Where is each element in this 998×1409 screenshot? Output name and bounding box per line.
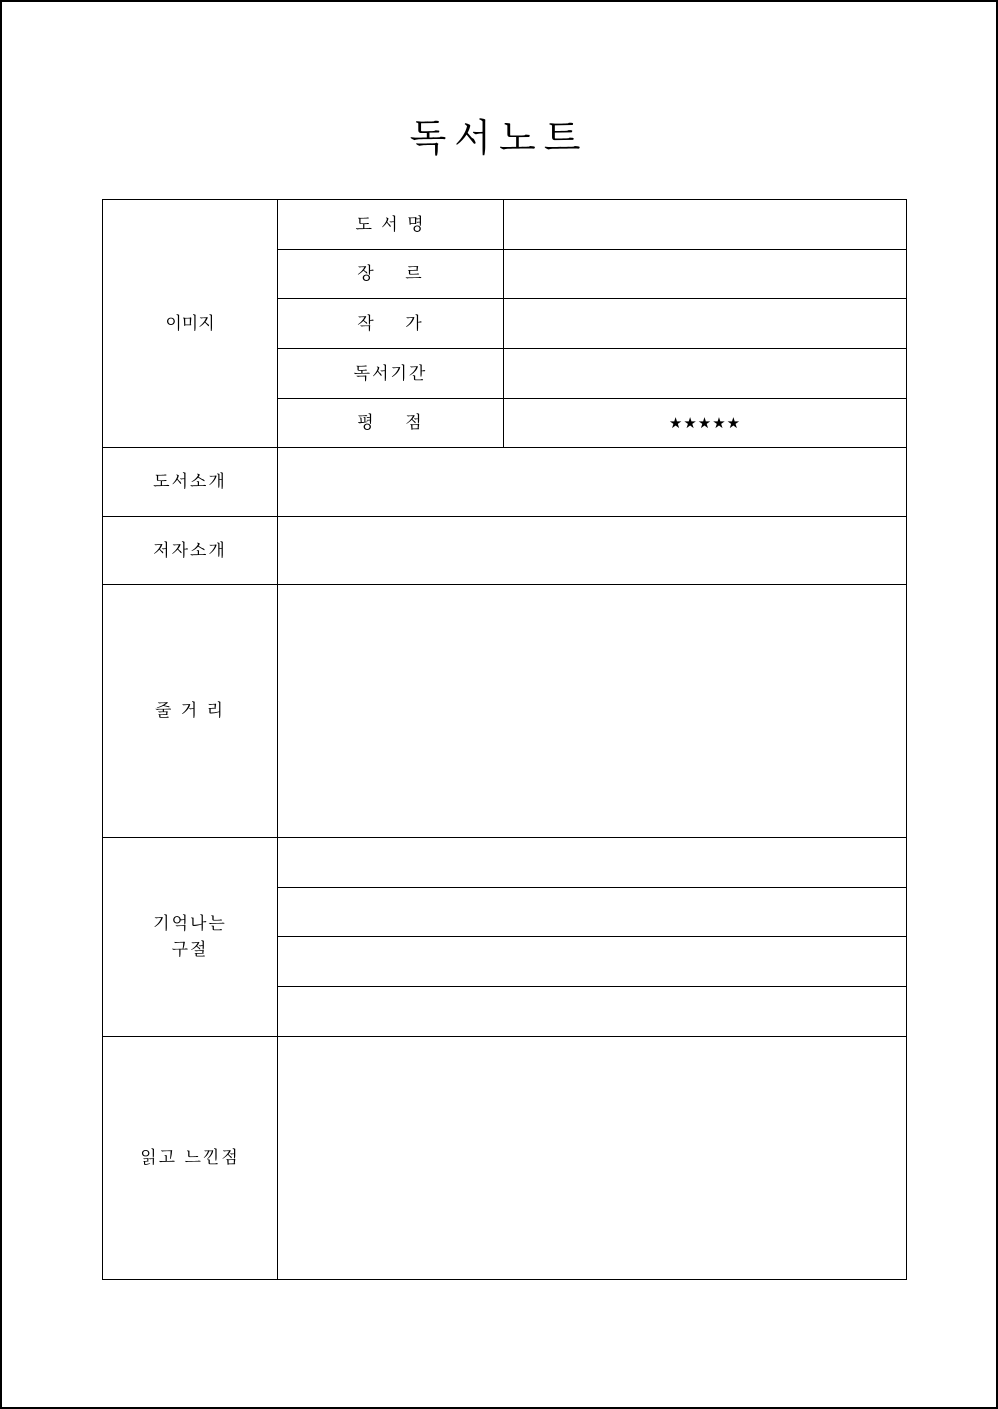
impressions-label-cell: [103, 1037, 278, 1280]
period-label: 독서기간: [353, 363, 428, 384]
period-field[interactable]: [504, 349, 907, 399]
impressions-field[interactable]: [278, 1037, 907, 1280]
author-intro-field[interactable]: [278, 517, 907, 585]
page-title: 독서노트: [409, 116, 589, 160]
book-intro-label-cell: [103, 448, 278, 517]
quotes-label-line2: 구절: [171, 940, 209, 960]
quote-field-2[interactable]: [278, 888, 907, 937]
plot-label-cell: [103, 585, 278, 838]
reading-note-table: [102, 199, 907, 1280]
period-label-cell: [278, 349, 504, 399]
book-title-label-cell: [278, 200, 504, 250]
rating-label: 평 점: [357, 413, 424, 433]
impressions-label: 읽고 느낀점: [140, 1148, 240, 1168]
quote-field-4[interactable]: [278, 987, 907, 1037]
author-label: 작 가: [357, 313, 424, 334]
rating-label-cell: [278, 399, 504, 448]
image-cell[interactable]: [103, 200, 278, 448]
rating-field[interactable]: [504, 399, 907, 448]
quotes-label-line1: 기억나는: [153, 914, 227, 934]
book-intro-label: 도서소개: [153, 472, 227, 492]
image-label: 이미지: [165, 313, 215, 334]
genre-label: 장 르: [357, 264, 424, 284]
rating-stars: ★★★★★: [668, 414, 742, 432]
author-field[interactable]: [504, 299, 907, 349]
quotes-label-cell: [103, 838, 278, 1037]
plot-field[interactable]: [278, 585, 907, 838]
author-intro-label: 저자소개: [153, 540, 227, 561]
book-title-label: 도 서 명: [355, 214, 426, 235]
genre-field[interactable]: [504, 250, 907, 299]
author-label-cell: [278, 299, 504, 349]
plot-label: 줄 거 리: [154, 701, 226, 721]
genre-label-cell: [278, 250, 504, 299]
quote-field-3[interactable]: [278, 937, 907, 987]
book-intro-field[interactable]: [278, 448, 907, 517]
quote-field-1[interactable]: [278, 838, 907, 888]
author-intro-label-cell: [103, 517, 278, 585]
book-title-field[interactable]: [504, 200, 907, 250]
